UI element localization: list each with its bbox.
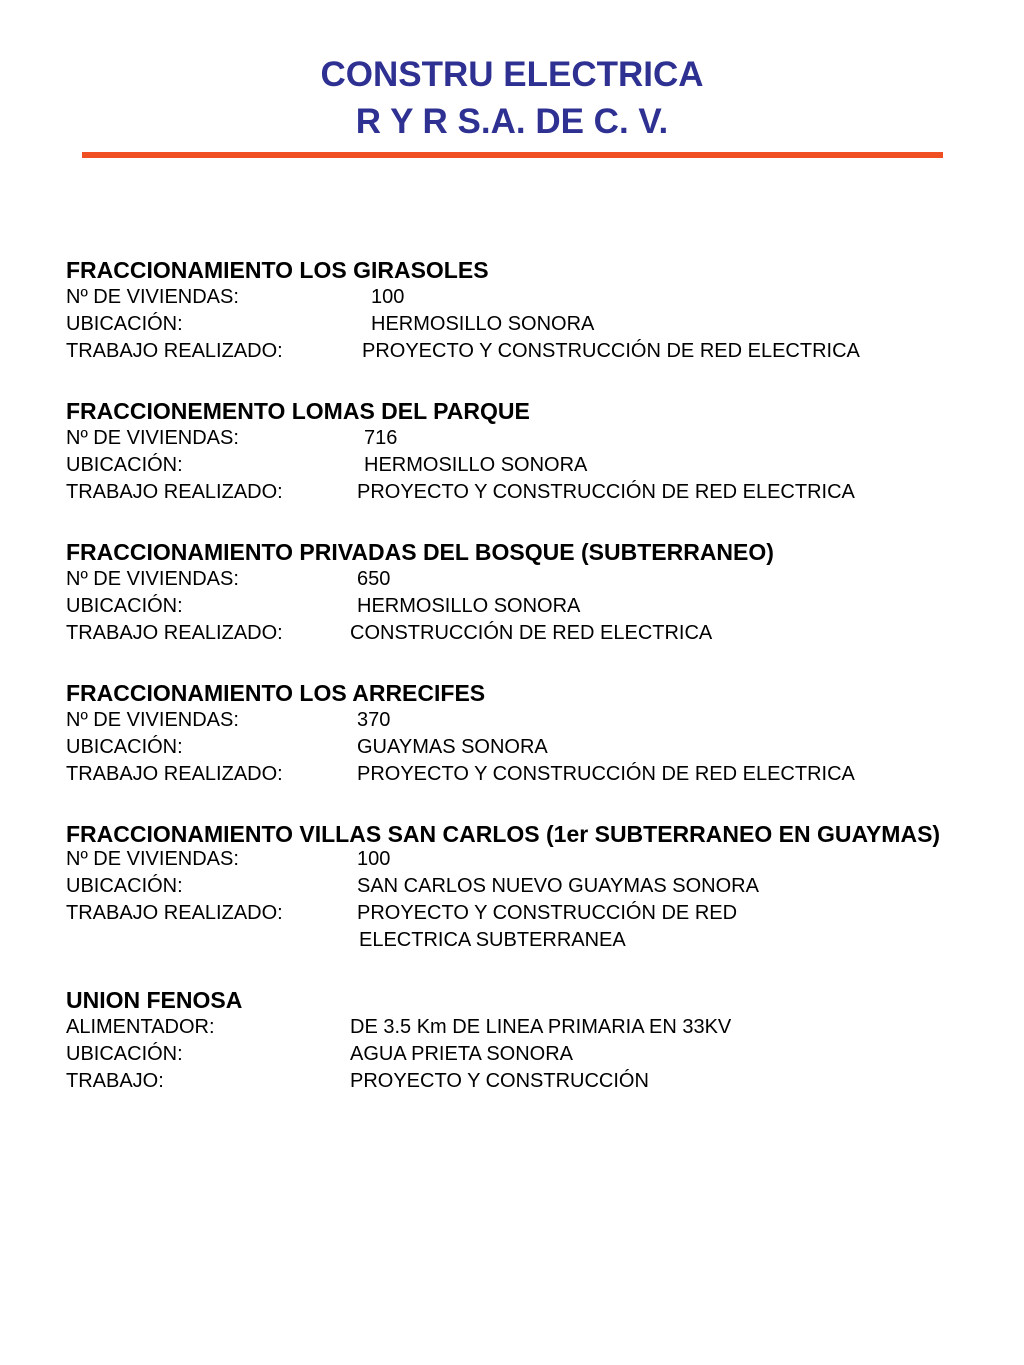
work-row: [66, 900, 946, 927]
project-heading: FRACCIONEMENTO LOMAS DEL PARQUE: [66, 398, 530, 424]
work-label: TRABAJO REALIZADO:: [66, 622, 283, 644]
project-lomas-del-parque: [66, 398, 946, 506]
project-heading: FRACCIONAMIENTO LOS ARRECIFES: [66, 680, 486, 706]
work-row: [66, 479, 946, 506]
company-legal-form: R Y R S.A. DE C. V.: [355, 102, 669, 141]
dwellings-row: [66, 707, 946, 734]
project-heading: FRACCIONAMIENTO LOS GIRASOLES: [66, 257, 489, 283]
work-label: TRABAJO REALIZADO:: [66, 902, 283, 924]
location-value: HERMOSILLO SONORA: [371, 313, 595, 335]
project-villas-san-carlos: [66, 822, 946, 954]
project-los-girasoles: [66, 257, 946, 365]
project-los-arrecifes: [66, 680, 946, 788]
location-value: HERMOSILLO SONORA: [357, 595, 581, 617]
dwellings-label: Nº DE VIVIENDAS:: [66, 848, 239, 870]
project-union-fenosa: [66, 987, 946, 1095]
location-label: UBICACIÓN:: [66, 313, 183, 335]
feeder-label: ALIMENTADOR:: [66, 1016, 215, 1038]
dwellings-row: [66, 425, 946, 452]
location-value: SAN CARLOS NUEVO GUAYMAS SONORA: [357, 875, 759, 897]
header-rule: [82, 152, 943, 158]
work-value: PROYECTO Y CONSTRUCCIÓN DE RED ELECTRICA: [357, 763, 855, 785]
project-heading: UNION FENOSA: [66, 987, 243, 1013]
dwellings-value: 650: [357, 568, 391, 590]
dwellings-value: 100: [371, 286, 405, 308]
work-continuation-row: [66, 927, 946, 954]
location-row: [66, 734, 946, 761]
dwellings-value: 100: [357, 848, 391, 870]
dwellings-value: 716: [364, 427, 398, 449]
feeder-row: [66, 1014, 946, 1041]
work-label: TRABAJO REALIZADO:: [66, 340, 283, 362]
location-label: UBICACIÓN:: [66, 595, 183, 617]
work-row: [66, 761, 946, 788]
location-label: UBICACIÓN:: [66, 1043, 183, 1065]
dwellings-label: Nº DE VIVIENDAS:: [66, 568, 239, 590]
location-label: UBICACIÓN:: [66, 875, 183, 897]
dwellings-label: Nº DE VIVIENDAS:: [66, 427, 239, 449]
location-row: [66, 593, 946, 620]
project-heading: FRACCIONAMIENTO VILLAS SAN CARLOS (1er SUBTERRANEO EN GUAYMAS): [66, 821, 941, 847]
work-row: [66, 338, 946, 365]
project-heading: FRACCIONAMIENTO PRIVADAS DEL BOSQUE (SUBTERRANEO): [66, 539, 774, 565]
location-value: HERMOSILLO SONORA: [364, 454, 588, 476]
location-row: [66, 1041, 946, 1068]
dwellings-label: Nº DE VIVIENDAS:: [66, 286, 239, 308]
work-row: [66, 1068, 946, 1095]
location-row: [66, 311, 946, 338]
work-row: [66, 620, 946, 647]
location-value: AGUA PRIETA SONORA: [350, 1043, 574, 1065]
location-label: UBICACIÓN:: [66, 454, 183, 476]
location-row: [66, 452, 946, 479]
company-name: CONSTRU ELECTRICA: [320, 55, 704, 94]
work-label: TRABAJO REALIZADO:: [66, 481, 283, 503]
work-label: TRABAJO:: [66, 1070, 164, 1092]
project-privadas-del-bosque: [66, 539, 946, 647]
feeder-value: DE 3.5 Km DE LINEA PRIMARIA EN 33KV: [350, 1016, 732, 1038]
work-value: PROYECTO Y CONSTRUCCIÓN: [350, 1070, 649, 1092]
work-continuation-value: ELECTRICA SUBTERRANEA: [359, 929, 626, 951]
dwellings-row: [66, 846, 946, 873]
work-value: PROYECTO Y CONSTRUCCIÓN DE RED ELECTRICA: [357, 481, 855, 503]
location-value: GUAYMAS SONORA: [357, 736, 548, 758]
location-label: UBICACIÓN:: [66, 736, 183, 758]
dwellings-label: Nº DE VIVIENDAS:: [66, 709, 239, 731]
dwellings-row: [66, 284, 946, 311]
work-label: TRABAJO REALIZADO:: [66, 763, 283, 785]
work-value: PROYECTO Y CONSTRUCCIÓN DE RED ELECTRICA: [362, 340, 860, 362]
dwellings-value: 370: [357, 709, 391, 731]
location-row: [66, 873, 946, 900]
work-value: PROYECTO Y CONSTRUCCIÓN DE RED: [357, 902, 738, 924]
dwellings-row: [66, 566, 946, 593]
work-value: CONSTRUCCIÓN DE RED ELECTRICA: [350, 622, 713, 644]
